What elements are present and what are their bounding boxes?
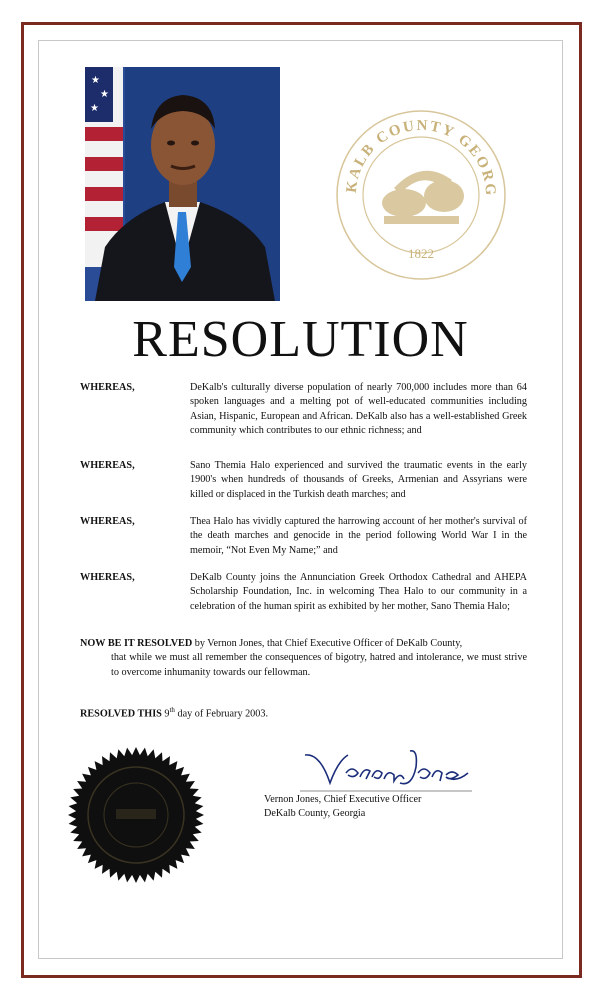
signature-scribble [300, 743, 472, 793]
resolved-continuation: that while we must all remember the consequences of bigotry, hatred and intolerance, we must strive to overcome inhumanity towards our fellowman. [111, 652, 527, 678]
whereas-clause [80, 571, 530, 614]
svg-text:★: ★ [90, 103, 99, 114]
county-seal-name: KALB COUNTY GEORG [343, 117, 499, 198]
date-day-suffix: th [169, 706, 175, 714]
date-lead: RESOLVED THIS [80, 708, 162, 720]
whereas-text: Sano Themia Halo experienced and survived the traumatic events in the early 1900's when hundreds of thousands of Greeks, Armenian and Assyrians were killed or displaced in the Turkish death marches; and [190, 460, 527, 500]
svg-text:★: ★ [91, 75, 100, 86]
resolved-clause [80, 637, 527, 680]
resolved-lead: NOW BE IT RESOLVED [80, 638, 193, 649]
whereas-clause [80, 381, 530, 438]
portrait-illustration [85, 67, 280, 301]
resolution-date [80, 706, 268, 719]
signatory-name-title: Vernon Jones, Chief Executive Officer [264, 794, 422, 805]
svg-text:★: ★ [100, 89, 109, 100]
document-title: RESOLUTION [132, 311, 469, 368]
whereas-clause [80, 515, 530, 558]
whereas-text: Thea Halo has vividly captured the harrowing account of her mother's survival of the death marches and genocide in the period following World War I in the memoir, “Not Even My Name;” and [190, 516, 527, 556]
official-seal [66, 745, 206, 885]
signature [300, 743, 472, 793]
whereas-text: DeKalb's culturally diverse population of nearly 700,000 includes more than 64 spoken languages and a melting pot of well-educated communities including Asian, Hispanic, European and African. DeKalb also has a well-established Greek community which contributes to our ethnic richness; and [190, 382, 527, 436]
date-day: 9 [164, 708, 170, 720]
whereas-clause [80, 459, 530, 502]
county-seal-year: 1822 [408, 246, 434, 261]
whereas-keyword: WHEREAS, [80, 572, 135, 583]
whereas-keyword: WHEREAS, [80, 460, 135, 471]
signatory-block [264, 793, 421, 821]
date-rest: day of February 2003. [174, 708, 269, 720]
county-seal [334, 108, 509, 283]
portrait-photo [85, 67, 280, 301]
svg-text:DEKALB COUNTY GEORGIA [334, 108, 498, 198]
signatory-county: DeKalb County, Georgia [264, 808, 366, 819]
whereas-keyword: WHEREAS, [80, 516, 135, 527]
resolved-first-line: by Vernon Jones, that Chief Executive Officer of DeKalb County, [192, 638, 463, 649]
whereas-keyword: WHEREAS, [80, 382, 135, 393]
whereas-text: DeKalb County joins the Annunciation Greek Orthodox Cathedral and AHEPA Scholarship Foundation, Inc. in welcoming Thea Halo to our community in a celebration of the human spirit as exhibited by her mother, Sano Themia Halo; [190, 572, 527, 612]
